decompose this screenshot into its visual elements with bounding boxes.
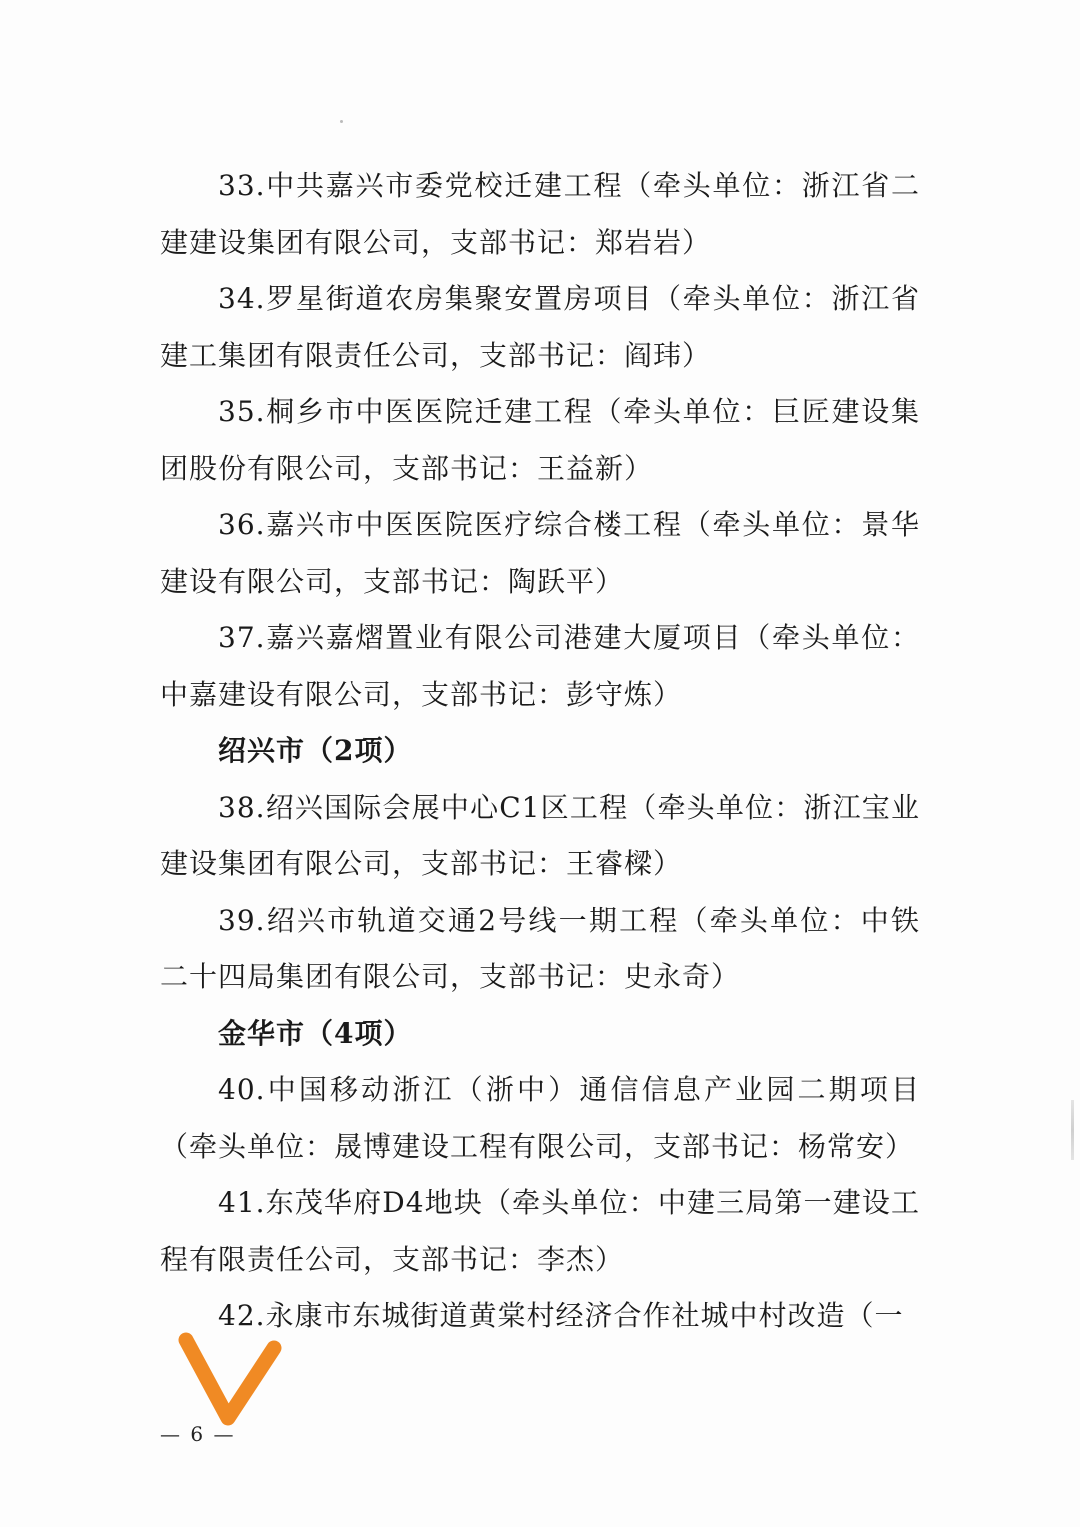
list-item: 39.绍兴市轨道交通2号线一期工程（牵头单位：中铁二十四局集团有限公司，支部书记：史永奇） xyxy=(160,903,920,993)
list-item: 34.罗星街道农房集聚安置房项目（牵头单位：浙江省建工集团有限责任公司，支部书记：阎玮） xyxy=(160,282,920,372)
list-item: 42.永康市东城街道黄棠村经济合作社城中村改造（一 xyxy=(218,1299,904,1332)
list-item: 38.绍兴国际会展中心C1区工程（牵头单位：浙江宝业建设集团有限公司，支部书记：王睿樑） xyxy=(160,790,920,880)
section-heading-shaoxing: 绍兴市（2项） xyxy=(218,734,413,767)
check-mark-icon xyxy=(178,1330,283,1430)
speck xyxy=(340,120,343,123)
list-item: 37.嘉兴嘉熠置业有限公司港建大厦项目（牵头单位：中嘉建设有限公司，支部书记：彭守炼） xyxy=(160,621,920,711)
list-item: 35.桐乡市中医医院迁建工程（牵头单位：巨匠建设集团股份有限公司，支部书记：王益新） xyxy=(160,395,920,485)
page-number: — 6 — xyxy=(160,1422,236,1446)
list-item: 40.中国移动浙江（浙中）通信信息产业园二期项目（牵头单位：晟博建设工程有限公司，支部书记：杨常安） xyxy=(160,1073,920,1163)
document-body xyxy=(160,158,920,1345)
section-heading-jinhua: 金华市（4项） xyxy=(218,1016,413,1050)
list-item: 36.嘉兴市中医医院医疗综合楼工程（牵头单位：景华建设有限公司，支部书记：陶跃平） xyxy=(160,508,920,598)
list-item: 33.中共嘉兴市委党校迁建工程（牵头单位：浙江省二建建设集团有限公司，支部书记：郑岩岩） xyxy=(160,169,920,259)
page-edge-shadow xyxy=(1071,1100,1074,1160)
list-item: 41.东茂华府D4地块（牵头单位：中建三局第一建设工程有限责任公司，支部书记：李杰） xyxy=(160,1186,920,1276)
